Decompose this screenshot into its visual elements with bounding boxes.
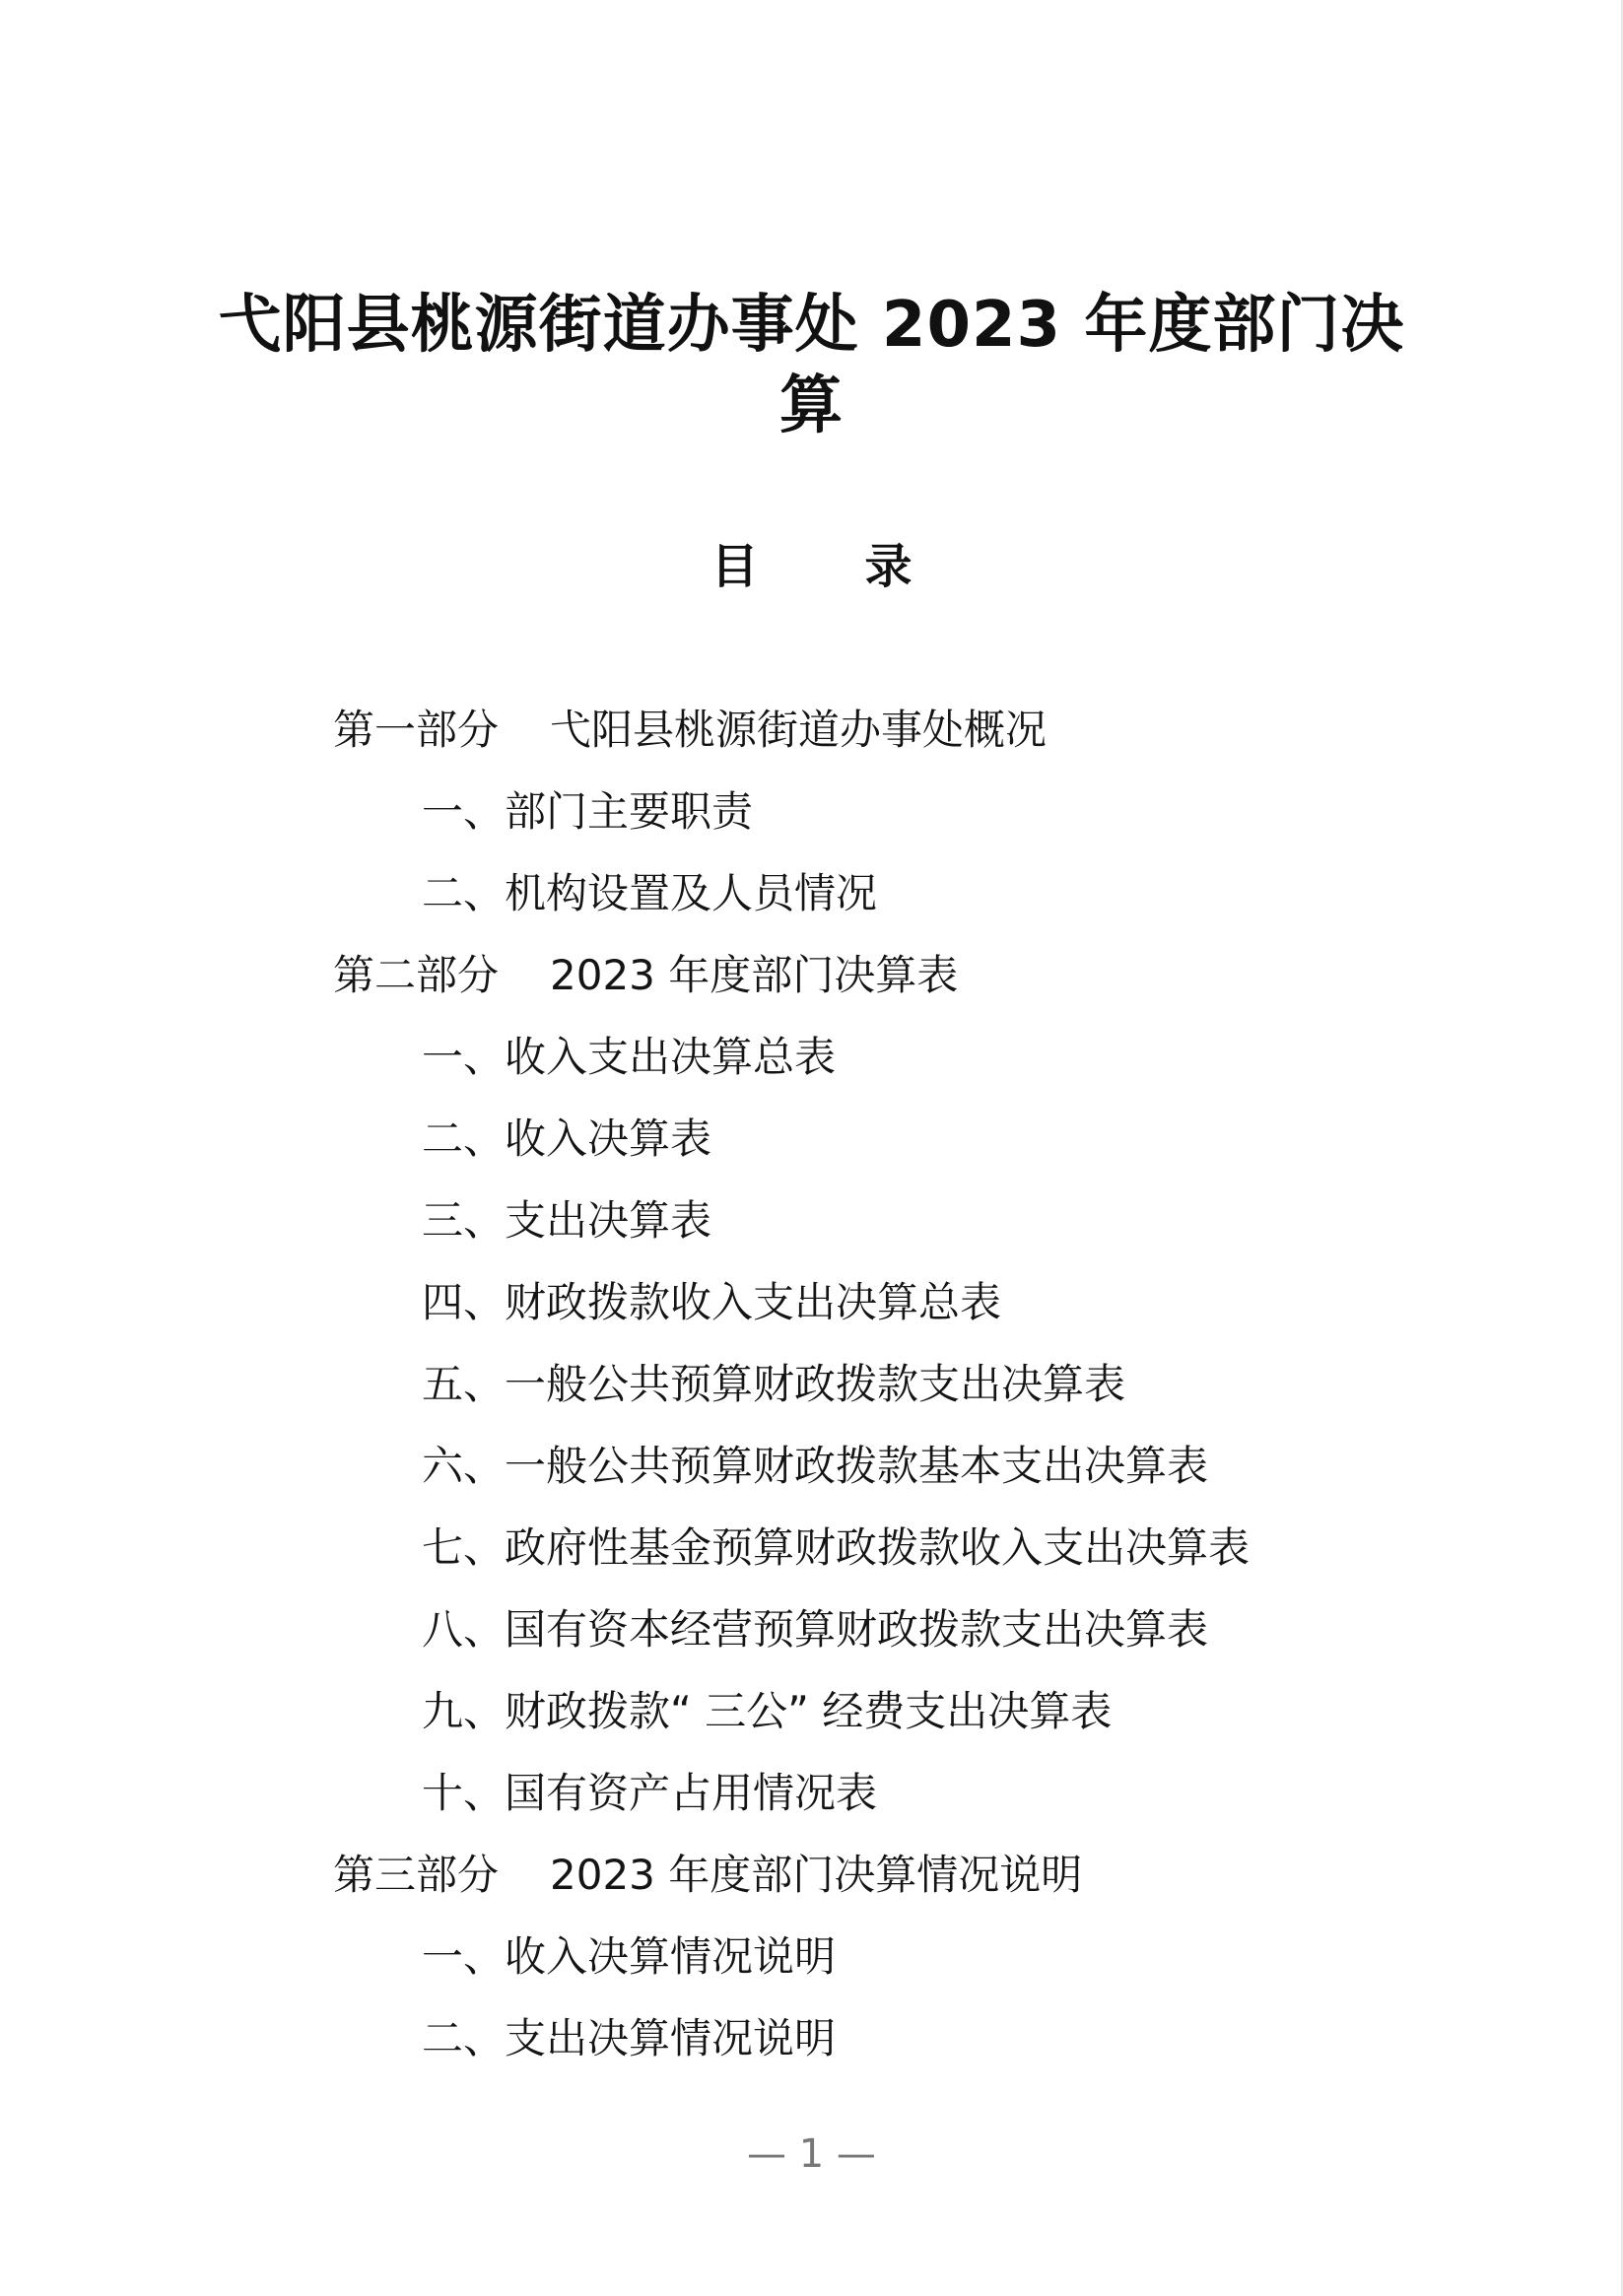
toc-item: 三、支出决算表 — [422, 1196, 712, 1245]
toc-item: 六、一般公共预算财政拨款基本支出决算表 — [422, 1442, 1209, 1490]
toc-part-3 — [0, 1841, 1623, 1923]
toc-item: 二、收入决算表 — [422, 1114, 712, 1163]
table-of-contents — [0, 696, 1623, 2086]
toc-item: 二、支出决算情况说明 — [422, 2014, 837, 2062]
toc-part-title: 2023 年度部门决算情况说明 — [550, 1851, 1083, 1899]
toc-part-title: 2023 年度部门决算表 — [550, 951, 959, 999]
toc-item: 九、财政拨款“ 三公” 经费支出决算表 — [422, 1687, 1113, 1735]
toc-part-number: 第二部分 — [333, 951, 500, 999]
toc-item: 七、政府性基金预算财政拨款收入支出决算表 — [422, 1523, 1251, 1572]
toc-item: 一、部门主要职责 — [422, 787, 754, 836]
document-title-line1: 弋阳县桃源街道办事处 2023 年度部门决 — [218, 289, 1405, 362]
toc-part-2 — [0, 941, 1623, 1023]
document-title-line2: 算 — [779, 370, 844, 442]
toc-item: 四、财政拨款收入支出决算总表 — [422, 1278, 1002, 1326]
toc-part-1 — [0, 696, 1623, 777]
toc-heading — [0, 532, 1623, 601]
toc-part-number: 第三部分 — [333, 1851, 500, 1899]
toc-part-title: 弋阳县桃源街道办事处概况 — [550, 706, 1048, 754]
toc-part-number: 第一部分 — [333, 706, 500, 754]
toc-item: 十、国有资产占用情况表 — [422, 1769, 878, 1817]
toc-item: 八、国有资本经营预算财政拨款支出决算表 — [422, 1605, 1209, 1654]
toc-heading-right: 录 — [864, 539, 913, 594]
toc-heading-left: 目 — [710, 539, 759, 594]
toc-item: 一、收入决算情况说明 — [422, 1932, 837, 1981]
page-number: — 1 — — [747, 2131, 876, 2177]
toc-item: 二、机构设置及人员情况 — [422, 869, 878, 917]
toc-item: 五、一般公共预算财政拨款支出决算表 — [422, 1360, 1126, 1408]
toc-item: 一、收入支出决算总表 — [422, 1033, 837, 1081]
